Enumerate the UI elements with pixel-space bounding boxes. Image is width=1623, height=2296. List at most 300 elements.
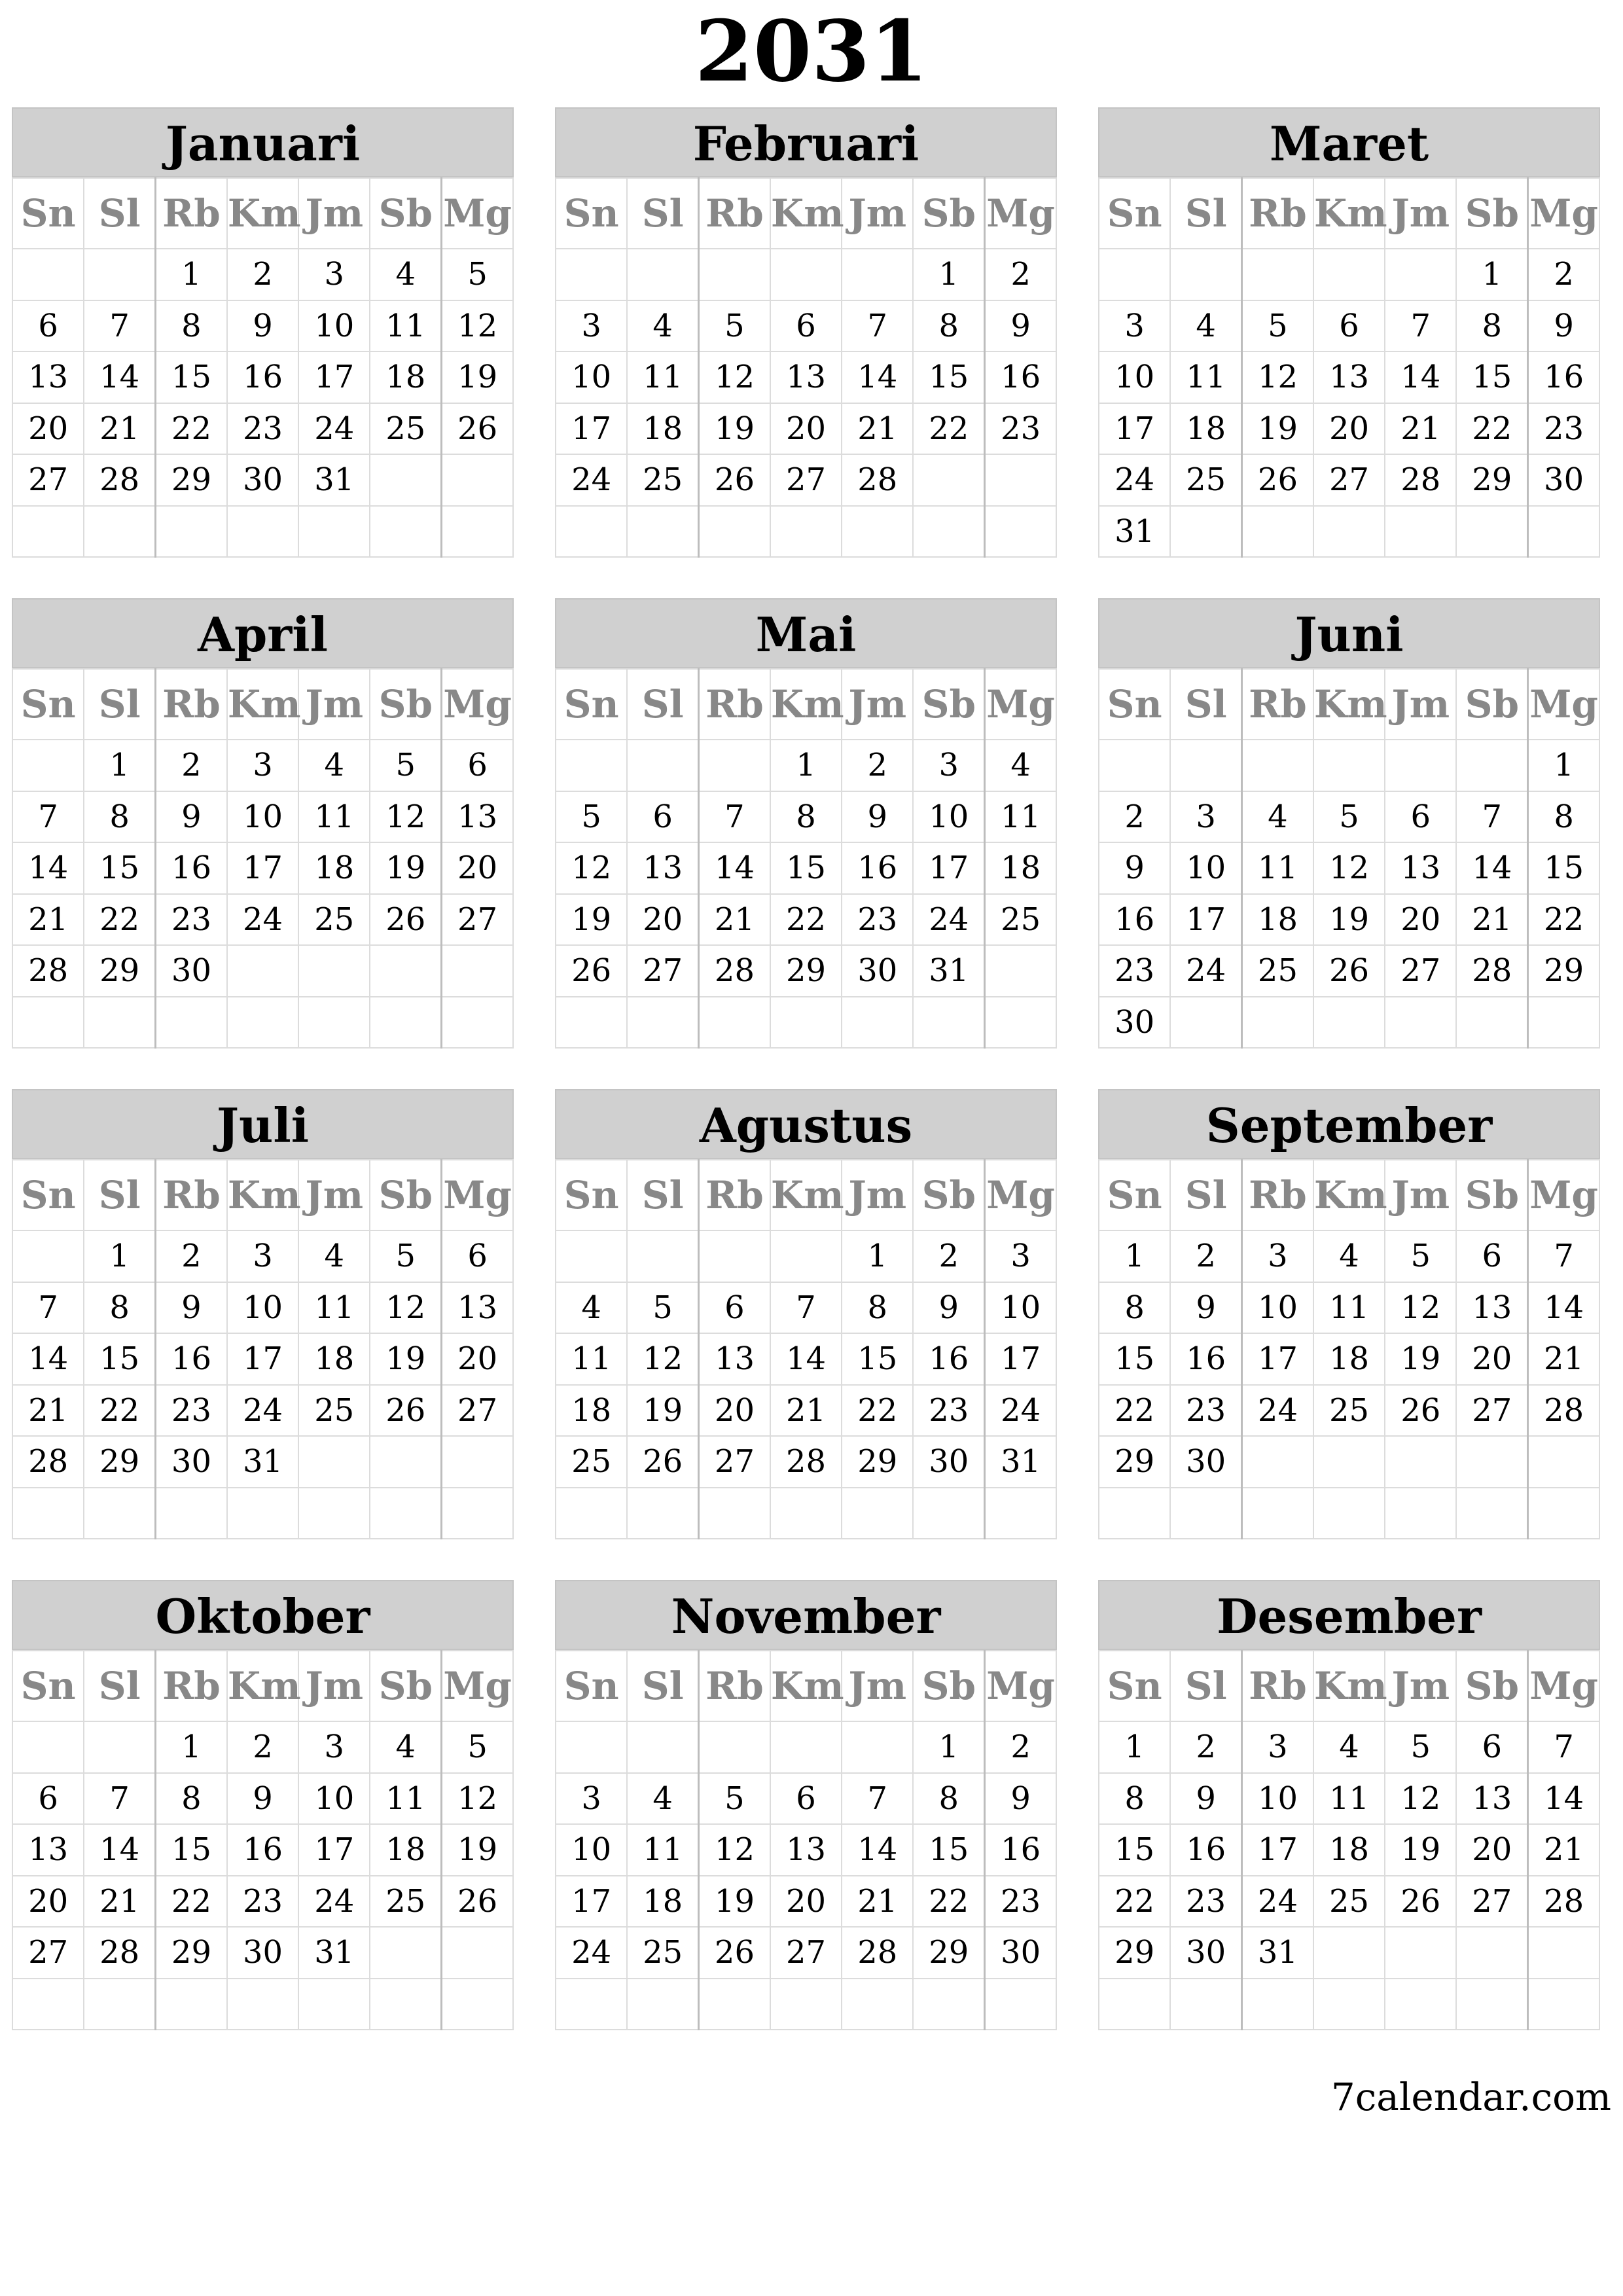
day-cell: 8: [84, 791, 155, 843]
day-cell: [1170, 997, 1241, 1049]
month-agustus: [555, 1089, 1057, 1541]
day-cell: 1: [913, 249, 984, 300]
day-cell: [556, 1488, 627, 1539]
month-table: [1098, 1650, 1600, 2030]
day-cell: 21: [1456, 894, 1527, 946]
day-cell: 2: [156, 1230, 227, 1282]
day-cell: [699, 1230, 770, 1282]
months-grid: [12, 107, 1609, 2038]
week-row: [556, 1282, 1056, 1334]
week-row: [556, 842, 1056, 894]
week-row: [1099, 945, 1599, 997]
month-juni: [1098, 598, 1600, 1050]
day-cell: 22: [1456, 403, 1527, 455]
weekday-header: Sl: [627, 669, 698, 740]
day-cell: [227, 997, 298, 1049]
day-cell: [770, 1979, 842, 2030]
day-cell: [699, 740, 770, 791]
day-cell: 12: [556, 842, 627, 894]
weekday-header: Sl: [84, 178, 155, 249]
day-cell: 2: [1170, 1721, 1241, 1773]
day-cell: 1: [156, 1721, 227, 1773]
day-cell: 25: [556, 1436, 627, 1488]
day-cell: 6: [442, 740, 513, 791]
day-cell: [985, 1979, 1056, 2030]
weekday-header: Sb: [913, 669, 984, 740]
day-cell: 6: [442, 1230, 513, 1282]
day-cell: 15: [913, 351, 984, 403]
day-cell: 30: [913, 1436, 984, 1488]
week-row: [1099, 1488, 1599, 1539]
day-cell: 15: [770, 842, 842, 894]
week-row: [1099, 249, 1599, 300]
day-cell: [770, 1230, 842, 1282]
weekday-header: Sl: [84, 669, 155, 740]
day-cell: 27: [12, 1927, 84, 1979]
day-cell: 3: [556, 1773, 627, 1825]
day-cell: [1313, 740, 1385, 791]
month-maret: [1098, 107, 1600, 559]
weekday-header: Sn: [1099, 669, 1170, 740]
day-cell: [1385, 506, 1456, 558]
day-cell: 2: [913, 1230, 984, 1282]
day-cell: [913, 506, 984, 558]
day-cell: [913, 1979, 984, 2030]
day-cell: [370, 1927, 441, 1979]
day-cell: 6: [12, 300, 84, 352]
day-cell: 1: [842, 1230, 913, 1282]
week-row: [556, 1876, 1056, 1928]
weekday-header: Km: [770, 1651, 842, 1721]
day-cell: [1170, 506, 1241, 558]
day-cell: [1528, 1436, 1599, 1488]
day-cell: 5: [370, 1230, 441, 1282]
day-cell: [1242, 1979, 1313, 2030]
day-cell: 15: [842, 1333, 913, 1385]
week-row: [1099, 1979, 1599, 2030]
day-cell: 1: [1099, 1230, 1170, 1282]
day-cell: 2: [227, 1721, 298, 1773]
day-cell: 24: [227, 894, 298, 946]
day-cell: [1099, 740, 1170, 791]
day-cell: 18: [370, 1824, 441, 1876]
week-row: [12, 249, 513, 300]
day-cell: [84, 506, 155, 558]
day-cell: [985, 506, 1056, 558]
week-row: [556, 300, 1056, 352]
day-cell: 11: [1313, 1773, 1385, 1825]
day-cell: 8: [1528, 791, 1599, 843]
day-cell: [1242, 740, 1313, 791]
day-cell: 14: [842, 351, 913, 403]
day-cell: 13: [1385, 842, 1456, 894]
day-cell: 15: [156, 351, 227, 403]
day-cell: 14: [1528, 1773, 1599, 1825]
day-cell: 6: [1385, 791, 1456, 843]
day-cell: [1385, 1979, 1456, 2030]
day-cell: 25: [985, 894, 1056, 946]
weekday-header: Rb: [156, 1651, 227, 1721]
day-cell: 17: [227, 1333, 298, 1385]
weekday-header: Rb: [156, 1160, 227, 1230]
day-cell: [1456, 740, 1527, 791]
day-cell: 9: [1170, 1773, 1241, 1825]
day-cell: 12: [699, 351, 770, 403]
week-row: [12, 300, 513, 352]
day-cell: 11: [985, 791, 1056, 843]
day-cell: 20: [1456, 1824, 1527, 1876]
weekday-header: Km: [1313, 669, 1385, 740]
day-cell: [370, 945, 441, 997]
weekday-header: Sl: [1170, 669, 1241, 740]
day-cell: 25: [370, 403, 441, 455]
day-cell: 13: [1456, 1282, 1527, 1334]
weekday-header: Mg: [985, 1651, 1056, 1721]
week-row: [556, 894, 1056, 946]
month-title: Juli: [12, 1089, 514, 1159]
day-cell: 15: [84, 842, 155, 894]
day-cell: 17: [1170, 894, 1241, 946]
month-september: [1098, 1089, 1600, 1541]
month-desember: [1098, 1580, 1600, 2032]
day-cell: [227, 1979, 298, 2030]
weekday-header: Jm: [842, 1160, 913, 1230]
day-cell: 24: [1170, 945, 1241, 997]
day-cell: 18: [556, 1385, 627, 1437]
weekday-header: Km: [227, 669, 298, 740]
day-cell: 24: [1242, 1385, 1313, 1437]
weekday-header: Km: [1313, 1160, 1385, 1230]
week-row: [556, 791, 1056, 843]
week-row: [556, 1385, 1056, 1437]
day-cell: 12: [370, 1282, 441, 1334]
day-cell: 16: [156, 1333, 227, 1385]
day-cell: 8: [84, 1282, 155, 1334]
day-cell: 26: [1385, 1385, 1456, 1437]
day-cell: 22: [84, 1385, 155, 1437]
day-cell: 19: [1313, 894, 1385, 946]
day-cell: [1385, 1488, 1456, 1539]
day-cell: 14: [12, 842, 84, 894]
week-row: [1099, 1436, 1599, 1488]
week-row: [12, 1436, 513, 1488]
weekday-header: Jm: [298, 178, 370, 249]
day-cell: [156, 1979, 227, 2030]
day-cell: 16: [913, 1333, 984, 1385]
weekday-header: Sl: [627, 1651, 698, 1721]
day-cell: 13: [627, 842, 698, 894]
day-cell: 15: [1528, 842, 1599, 894]
day-cell: 22: [156, 403, 227, 455]
day-cell: 20: [442, 842, 513, 894]
month-title: Januari: [12, 107, 514, 177]
day-cell: [156, 1488, 227, 1539]
day-cell: 24: [985, 1385, 1056, 1437]
day-cell: 11: [298, 791, 370, 843]
weekday-header: Sn: [556, 1651, 627, 1721]
day-cell: 30: [985, 1927, 1056, 1979]
day-cell: 28: [12, 945, 84, 997]
month-juli: [12, 1089, 514, 1541]
day-cell: [1385, 740, 1456, 791]
day-cell: 8: [1456, 300, 1527, 352]
day-cell: [699, 997, 770, 1049]
weekday-header-row: [12, 1651, 513, 1721]
day-cell: [1385, 249, 1456, 300]
week-row: [556, 740, 1056, 791]
month-table: [12, 1650, 514, 2030]
day-cell: 4: [370, 249, 441, 300]
weekday-header-row: [1099, 178, 1599, 249]
weekday-header: Mg: [442, 1160, 513, 1230]
day-cell: 23: [1099, 945, 1170, 997]
day-cell: 18: [627, 1876, 698, 1928]
weekday-header: Rb: [1242, 669, 1313, 740]
weekday-header: Mg: [442, 178, 513, 249]
weekday-header: Sl: [1170, 1651, 1241, 1721]
day-cell: 8: [913, 300, 984, 352]
day-cell: [12, 249, 84, 300]
day-cell: 21: [1528, 1824, 1599, 1876]
day-cell: [556, 1230, 627, 1282]
day-cell: 16: [842, 842, 913, 894]
day-cell: 16: [1099, 894, 1170, 946]
day-cell: 11: [1313, 1282, 1385, 1334]
day-cell: 9: [1099, 842, 1170, 894]
day-cell: 11: [370, 1773, 441, 1825]
month-oktober: [12, 1580, 514, 2032]
day-cell: 10: [227, 1282, 298, 1334]
month-title: Agustus: [555, 1089, 1057, 1159]
day-cell: 16: [227, 1824, 298, 1876]
day-cell: 10: [1099, 351, 1170, 403]
month-februari: [555, 107, 1057, 559]
day-cell: [442, 1927, 513, 1979]
day-cell: [442, 1979, 513, 2030]
day-cell: 18: [1313, 1333, 1385, 1385]
day-cell: [985, 454, 1056, 506]
day-cell: 7: [1528, 1721, 1599, 1773]
day-cell: 25: [370, 1876, 441, 1928]
day-cell: [1242, 997, 1313, 1049]
day-cell: 12: [1313, 842, 1385, 894]
day-cell: [556, 249, 627, 300]
weekday-header: Mg: [985, 178, 1056, 249]
weekday-header: Km: [770, 1160, 842, 1230]
weekday-header-row: [556, 178, 1056, 249]
week-row: [12, 1385, 513, 1437]
weekday-header-row: [12, 1160, 513, 1230]
month-title: Oktober: [12, 1580, 514, 1650]
week-row: [556, 1230, 1056, 1282]
day-cell: 22: [1528, 894, 1599, 946]
month-title: Desember: [1098, 1580, 1600, 1650]
weekday-header: Jm: [298, 669, 370, 740]
day-cell: 23: [1170, 1876, 1241, 1928]
day-cell: 6: [12, 1773, 84, 1825]
day-cell: 25: [627, 1927, 698, 1979]
day-cell: 5: [370, 740, 441, 791]
week-row: [556, 1721, 1056, 1773]
day-cell: 10: [1170, 842, 1241, 894]
day-cell: 28: [770, 1436, 842, 1488]
week-row: [1099, 454, 1599, 506]
day-cell: 12: [699, 1824, 770, 1876]
day-cell: [1099, 1488, 1170, 1539]
day-cell: [556, 740, 627, 791]
day-cell: [770, 997, 842, 1049]
month-table: [12, 668, 514, 1049]
day-cell: 19: [556, 894, 627, 946]
day-cell: [556, 997, 627, 1049]
day-cell: 7: [12, 791, 84, 843]
weekday-header: Sb: [913, 1160, 984, 1230]
day-cell: 9: [913, 1282, 984, 1334]
day-cell: 30: [227, 1927, 298, 1979]
week-row: [556, 249, 1056, 300]
day-cell: [627, 1230, 698, 1282]
day-cell: [84, 1979, 155, 2030]
day-cell: 4: [1313, 1721, 1385, 1773]
day-cell: 23: [227, 403, 298, 455]
day-cell: 19: [442, 1824, 513, 1876]
day-cell: 20: [1456, 1333, 1527, 1385]
day-cell: [227, 506, 298, 558]
day-cell: 27: [627, 945, 698, 997]
day-cell: [1170, 740, 1241, 791]
day-cell: 29: [84, 945, 155, 997]
day-cell: 17: [1242, 1333, 1313, 1385]
day-cell: 9: [1528, 300, 1599, 352]
day-cell: [842, 249, 913, 300]
weekday-header: Rb: [699, 1160, 770, 1230]
day-cell: [298, 1488, 370, 1539]
day-cell: 7: [1456, 791, 1527, 843]
day-cell: 30: [1528, 454, 1599, 506]
week-row: [1099, 351, 1599, 403]
day-cell: 24: [913, 894, 984, 946]
day-cell: [1385, 1436, 1456, 1488]
day-cell: 10: [298, 300, 370, 352]
day-cell: 18: [1313, 1824, 1385, 1876]
day-cell: [1170, 1488, 1241, 1539]
week-row: [12, 1927, 513, 1979]
day-cell: 1: [913, 1721, 984, 1773]
weekday-header: Jm: [1385, 1651, 1456, 1721]
day-cell: 29: [842, 1436, 913, 1488]
day-cell: 9: [156, 1282, 227, 1334]
day-cell: [627, 506, 698, 558]
day-cell: 15: [1456, 351, 1527, 403]
day-cell: 14: [84, 351, 155, 403]
month-title: November: [555, 1580, 1057, 1650]
day-cell: 24: [227, 1385, 298, 1437]
day-cell: 29: [156, 454, 227, 506]
weekday-header: Jm: [1385, 1160, 1456, 1230]
week-row: [12, 791, 513, 843]
day-cell: 11: [1242, 842, 1313, 894]
day-cell: 23: [985, 1876, 1056, 1928]
week-row: [12, 1488, 513, 1539]
weekday-header: Sb: [913, 1651, 984, 1721]
day-cell: 14: [699, 842, 770, 894]
day-cell: 4: [556, 1282, 627, 1334]
week-row: [1099, 300, 1599, 352]
month-november: [555, 1580, 1057, 2032]
day-cell: 24: [556, 454, 627, 506]
weekday-header: Km: [227, 1160, 298, 1230]
day-cell: 24: [298, 403, 370, 455]
weekday-header: Km: [1313, 178, 1385, 249]
day-cell: 22: [1099, 1876, 1170, 1928]
day-cell: 8: [842, 1282, 913, 1334]
day-cell: [1170, 1979, 1241, 2030]
day-cell: 20: [12, 1876, 84, 1928]
week-row: [1099, 1721, 1599, 1773]
day-cell: [1456, 1488, 1527, 1539]
day-cell: 27: [1456, 1876, 1527, 1928]
day-cell: 3: [298, 1721, 370, 1773]
day-cell: 6: [770, 1773, 842, 1825]
day-cell: 7: [84, 1773, 155, 1825]
weekday-header-row: [1099, 1651, 1599, 1721]
day-cell: [1313, 997, 1385, 1049]
day-cell: 5: [442, 1721, 513, 1773]
day-cell: 21: [842, 403, 913, 455]
day-cell: [842, 506, 913, 558]
day-cell: 28: [699, 945, 770, 997]
day-cell: 7: [1385, 300, 1456, 352]
weekday-header: Sn: [1099, 1160, 1170, 1230]
day-cell: 27: [442, 1385, 513, 1437]
day-cell: 9: [985, 300, 1056, 352]
day-cell: [699, 1488, 770, 1539]
week-row: [12, 997, 513, 1049]
day-cell: 24: [1242, 1876, 1313, 1928]
day-cell: [842, 1979, 913, 2030]
day-cell: [1099, 1979, 1170, 2030]
day-cell: 31: [227, 1436, 298, 1488]
day-cell: [1313, 249, 1385, 300]
day-cell: 30: [156, 1436, 227, 1488]
week-row: [1099, 791, 1599, 843]
day-cell: 28: [1528, 1385, 1599, 1437]
day-cell: [1242, 1436, 1313, 1488]
day-cell: 19: [442, 351, 513, 403]
day-cell: [227, 1488, 298, 1539]
day-cell: [1242, 249, 1313, 300]
day-cell: [770, 249, 842, 300]
week-row: [12, 1721, 513, 1773]
day-cell: [627, 1979, 698, 2030]
day-cell: 16: [156, 842, 227, 894]
day-cell: 21: [1528, 1333, 1599, 1385]
day-cell: 25: [1313, 1385, 1385, 1437]
week-row: [12, 1333, 513, 1385]
weekday-header: Mg: [985, 669, 1056, 740]
day-cell: 3: [227, 1230, 298, 1282]
weekday-header: Rb: [1242, 1160, 1313, 1230]
day-cell: 3: [1242, 1230, 1313, 1282]
day-cell: [699, 1979, 770, 2030]
year-title: 2031: [694, 3, 929, 101]
day-cell: 1: [84, 1230, 155, 1282]
weekday-header: Rb: [699, 178, 770, 249]
week-row: [12, 1876, 513, 1928]
footer-site-credit: 7calendar.com: [1330, 2075, 1611, 2119]
day-cell: [370, 1488, 441, 1539]
day-cell: [913, 997, 984, 1049]
